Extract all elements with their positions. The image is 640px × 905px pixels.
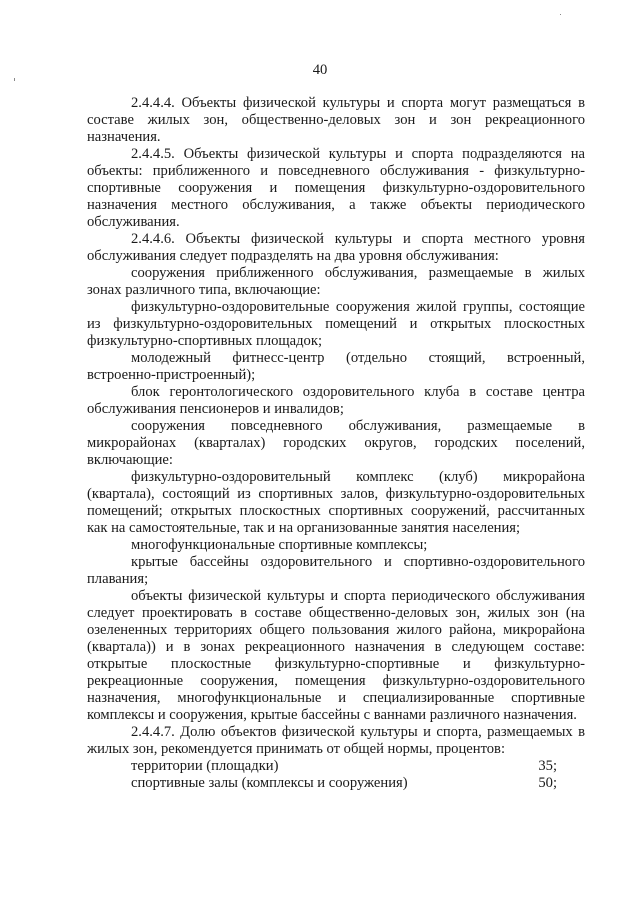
paragraph-gerontology-club: блок геронтологического оздоровительного клуба в составе центра обслуживания пенсионеров и инвалидов; [87, 384, 585, 417]
scan-speck [560, 14, 561, 15]
list-item-label: территории (площадки) [131, 758, 279, 774]
list-item [87, 758, 585, 775]
paragraph-periodic-service: объекты физической культуры и спорта периодического обслуживания следует проектировать в составе общественно-деловых зон, жилых зон (на озелененных территориях общего пользования жилого района, микрорайона (квартала)) и в зонах рекреационного назначения в следующем составе: открытые плоскостные физкультурно-спортивные и физкультурно-рекреационные сооружения, помещения физкультурно-оздоровительного назначения, многофункциональные и специализированные спортивные комплексы и сооружения, крытые бассейны с ваннами различного назначения. [87, 588, 585, 723]
paragraph-daily-service: сооружения повседневного обслуживания, размещаемые в микрорайонах (кварталах) городских округов, городских поселений, включающие: [87, 418, 585, 468]
paragraph-2-4-4-6: 2.4.4.6. Объекты физической культуры и спорта местного уровня обслуживания следует подразделять на два уровня обслуживания: [87, 231, 585, 264]
list-item-value: 50; [538, 775, 557, 791]
list-item [87, 775, 585, 792]
paragraph-2-4-4-4: 2.4.4.4. Объекты физической культуры и спорта могут размещаться в составе жилых зон, общественно-деловых зон и зон рекреационного назначения. [87, 95, 585, 145]
paragraph-indoor-pools: крытые бассейны оздоровительного и спортивно-оздоровительного плавания; [87, 554, 585, 587]
paragraph-2-4-4-5: 2.4.4.5. Объекты физической культуры и спорта подразделяются на объекты: приближенного и повседневного обслуживания - физкультурно-спортивные сооружения и помещения физкультурно-оздоровительного назначения местного обслуживания, а также объекты периодического обслуживания. [87, 146, 585, 230]
paragraph-multifunctional-complexes: многофункциональные спортивные комплексы; [131, 537, 428, 553]
document-body [87, 95, 585, 792]
paragraph-residential-group-facilities: физкультурно-оздоровительные сооружения жилой группы, состоящие из физкультурно-оздоровительных помещений и открытых плоскостных физкультурно-спортивных площадок; [87, 299, 585, 349]
paragraph-youth-fitness-center: молодежный фитнесс-центр (отдельно стоящий, встроенный, встроенно-пристроенный); [87, 350, 585, 383]
list-item-value: 35; [538, 758, 557, 774]
paragraph-nearby-service: сооружения приближенного обслуживания, размещаемые в жилых зонах различного типа, включающие: [87, 265, 585, 298]
page-number: 40 [312, 62, 328, 78]
paragraph-microdistrict-complex: физкультурно-оздоровительный комплекс (клуб) микрорайона (квартала), состоящий из спортивных залов, физкультурно-оздоровительных помещений; открытых плоскостных спортивных сооружений, рассчитанных как на самостоятельные, так и на организованные занятия населения; [87, 469, 585, 536]
paragraph-2-4-4-7: 2.4.4.7. Долю объектов физической культуры и спорта, размещаемых в жилых зон, рекомендуется принимать от общей нормы, процентов: [87, 724, 585, 757]
list-item-label: спортивные залы (комплексы и сооружения) [131, 775, 408, 791]
